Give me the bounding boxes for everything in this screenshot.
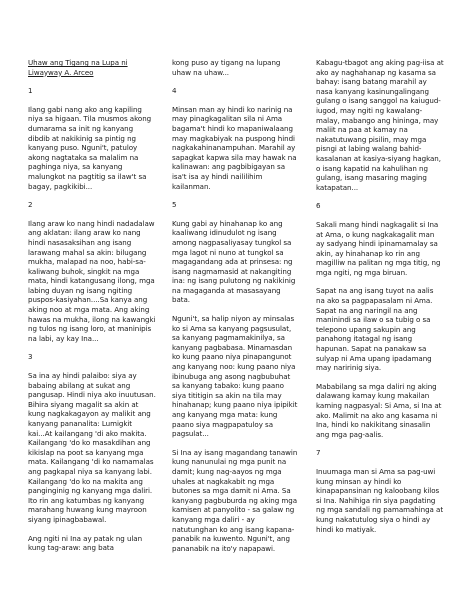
paragraph: Nguni't, sa halip niyon ay minsalas ko si Ama sa kanyang pagsusulat, sa kanyang pagmamakinilya, sa kanyang pagbabasa. Minamasdan ko kung paano niya pinapangunot ang kanyang noo: kung paano niya ibinubuga ang asong nagbubuhat sa kanyang tabako: kung paano siya tititigin sa akin na tila may hinahanap; kung paano niya ipipikit ang kanyang mga mata: kung paano siya magpapatuloy sa pagsulat...: [172, 314, 298, 439]
section-number: 5: [172, 200, 177, 210]
section-number: 2: [28, 200, 33, 210]
paragraph: Ilang araw ko nang hindi nadadalaw ang aklatan: ilang araw ko nang hindi nasasaksihan ang isang larawang mahal sa akin: bilugang mukha, malapad na noo, habi-sa-kaliwang buhok, singkit na mga mata, hindi katangusang ilong, mga labing duyan ng isang ngiting puspos-kasiyahan....Sa kanya ang aking noo at mga mata. Ang aking hawas na mukha, ilong na kawangki ng tulos ng isang loro, at maninipis na labi, ay kay Ina...: [28, 218, 156, 343]
section-number: 6: [316, 201, 321, 211]
column-3: [316, 58, 444, 603]
paragraph: Inuumaga man si Ama sa pag-uwi kung minsan ay hindi ko kinapapansinan ng kaloobang kilos si Ina. Nahihiga rin siya pagdating ng mga sandali ng pamamahinga at kung nakatutulog siya o hindi ay hindi ko matiyak.: [316, 466, 444, 534]
paragraph: Kung gabi ay hinahanap ko ang kaaliwang idinudulot ng isang among nagpasaliyasay tungkol sa mga lagot ni nuno at tungkol sa magagandang ada at prinsesa: ng isang nagmamasid at nakangiting ina: ng isang pulutong ng nakikinig na magaganda at masasayang bata.: [172, 218, 296, 305]
paragraph: Sa ina ay hindi palaibo: siya ay babaing abilang at sukat ang pangusap. Hindi niya ako inuutusan. Bihira siyang magalit sa akin at kung nagkakagayon ay malikit ang kanyang pananalita: Lumigkit kai...At kailangang 'di ako makita. Kailangang 'do ko masakdihan ang kikislap na poot sa kanyang mga mata. Kailangang 'di ko namamalas ang pagkapal niya sa kanyang labi. Kailangang 'do ko na makita ang panginginig ng kanyang mga daliri. Ito rin ang katumbas ng kanyang marahang huwang kung mayroon siyang ipinagbabawal.: [28, 371, 156, 524]
column-1: [28, 58, 156, 603]
paragraph: Mababilang sa mga daliri ng aking dalawang kamay kung makailan kaming nagpasyal: Si Ama, si Ina at ako. Malimit na ako ang kasama ni Ina, hindi ko nakikitang sinasalin ang mga pag-aalis.: [316, 381, 442, 439]
column-2: [172, 58, 300, 603]
paragraph: Sapat na ang isang tuyot na aalis na ako sa pagpapasalam ni Ama. Sapat na ang naringil na ang maninindi sa ilaw o sa tubig o sa telepono upang sakupin ang panahong itatagal ng isang hapunan. Sapat na panakaw sa sulyap ni Ama upang ipadamang may naririnig siya.: [316, 286, 434, 373]
section-number: 4: [172, 86, 177, 96]
paragraph: Ang ngiti ni Ina ay patak ng ulan kung tag-araw: ang bata: [28, 533, 143, 553]
paragraph: Ilang gabi nang ako ang kapiling niya sa higaan. Tila musmos akong dumarama sa init ng kanyang dibdib at nakikinig sa pintig ng kanyang puso. Nguni't, patuloy akong nagtataka sa malalim na paghinga niya, sa kanyang malungkot na pagtitig sa ilaw't sa bagay, pagkikibi...: [28, 104, 152, 191]
section-number: 1: [28, 86, 33, 96]
title-line-1: Uhaw ang Tigang na Lupa ni: [28, 58, 128, 67]
document-title: [28, 58, 156, 77]
section-number: 7: [316, 448, 321, 458]
paragraph: Minsan man ay hindi ko narinig na may pinagkagalitan sila ni Ama bagama't hindi ko mapaniwalaang may magkabiyak na puspong hindi nagkakahinanampuhan. Marahil ay sapagkat kapwa sila may hawak na kalinawan: ang pagbibigayan sa isa't isa ay hindi naililihim kailanman.: [172, 104, 297, 191]
paragraph: kong puso ay tigang na lupang uhaw na uhaw...: [172, 58, 281, 77]
paragraph: Si Ina ay isang magandang tanawin kung nanunulai ng mga punit na damit; kung nag-aayos ng mga uhales at nagkakabit ng mga butones sa mga damit ni Ama. Sa kanyang pagbuburda ng aking mga kamisen at panyolito - sa galaw ng kanyang mga daliri - ay natutunghan ko ang isang kapana-panabik na kuwento. Nguni't, ang pananabik na ito'y napapawi.: [172, 447, 298, 553]
paragraph: Kabagu-tbagot ang aking pag-iisa at ako ay naghahanap ng kasama sa bahay: isang batang marahil ay nasa kanyang kasinungalingang gulang o isang sanggol na kaiugud-iugod, may ngiti ng kawalang-malay, mabango ang hininga, may maliit na paa at kamay na nakatutuwang pisilin, may mga pisngi at labing walang bahid-kasalanan at kasiya-siyang hagkan, o isang kapatid na kahulihan ng gulang, isang masaring maging katapatan...: [316, 58, 444, 192]
title-line-2: Liwayway A. Arceo: [28, 67, 94, 77]
section-number: 3: [28, 352, 33, 362]
paragraph: Sakali mang hindi nagkagalit si Ina at Ama, o kung nagkakagalit man ay sadyang hindi ipinamamalay sa akin, ay hinahanap ko rin ang magilliw na palitan ng mga titig, ng mga ngiti, ng mga biruan.: [316, 219, 441, 277]
